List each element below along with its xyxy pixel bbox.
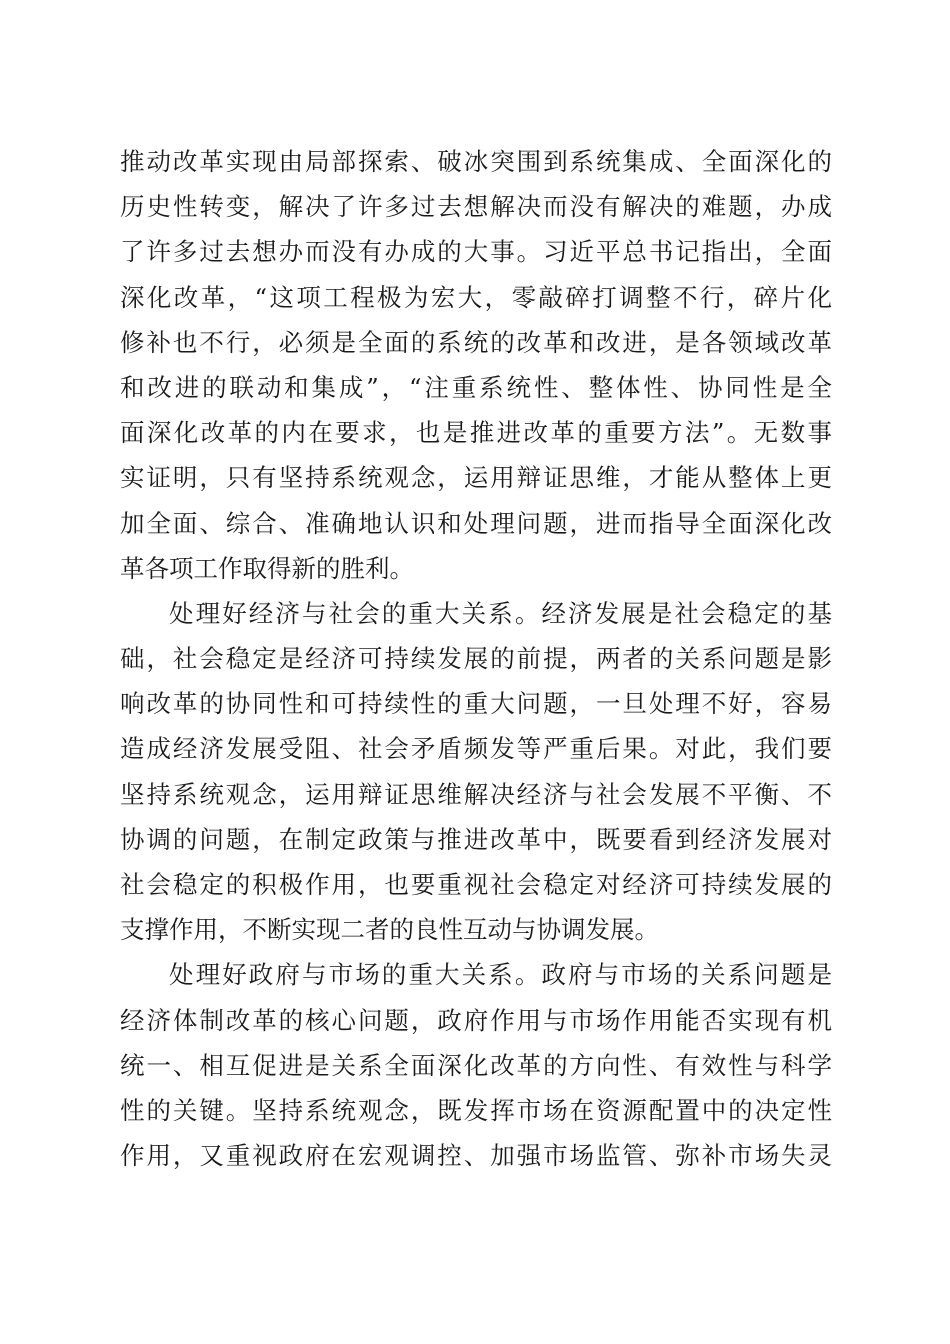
text-line: 深化改革，“这项工程极为宏大，零敲碎打调整不行，碎片化 <box>120 282 832 312</box>
text-line: 了许多过去想办而没有办成的大事。习近平总书记指出，全面 <box>120 237 832 267</box>
text-line: 和改进的联动和集成”，“注重系统性、整体性、协同性是全 <box>120 372 832 402</box>
text-line: 革各项工作取得新的胜利。 <box>120 553 414 583</box>
text-line: 加全面、综合、准确地认识和处理问题，进而指导全面深化改 <box>120 508 832 538</box>
text-line: 支撑作用，不断实现二者的良性互动与协调发展。 <box>120 915 659 945</box>
text-line: 处理好经济与社会的重大关系。经济发展是社会稳定的基 <box>169 598 832 628</box>
text-line: 修补也不行，必须是全面的系统的改革和改进，是各领域改革 <box>120 327 832 357</box>
text-line: 处理好政府与市场的重大关系。政府与市场的关系问题是 <box>169 960 832 990</box>
text-line: 经济体制改革的核心问题，政府作用与市场作用能否实现有机 <box>120 1005 832 1035</box>
text-line: 实证明，只有坚持系统观念，运用辩证思维，才能从整体上更 <box>120 463 832 493</box>
text-line: 性的关键。坚持系统观念，既发挥市场在资源配置中的决定性 <box>120 1095 832 1125</box>
text-line: 社会稳定的积极作用，也要重视社会稳定对经济可持续发展的 <box>120 870 832 899</box>
text-line: 造成经济发展受阻、社会矛盾频发等严重后果。对此，我们要 <box>120 734 832 764</box>
document-body <box>120 139 832 1178</box>
paragraph-3 <box>120 952 832 1178</box>
text-line: 坚持系统观念，运用辩证思维解决经济与社会发展不平衡、不 <box>120 779 832 809</box>
text-line: 面深化改革的内在要求，也是推进改革的重要方法”。无数事 <box>120 418 832 448</box>
text-line: 协调的问题，在制定政策与推进改革中，既要看到经济发展对 <box>120 824 832 854</box>
text-line: 础，社会稳定是经济可持续发展的前提，两者的关系问题是影 <box>120 644 832 674</box>
paragraph-2 <box>120 591 832 953</box>
paragraph-1 <box>120 139 832 591</box>
text-line: 统一、相互促进是关系全面深化改革的方向性、有效性与科学 <box>120 1050 832 1080</box>
text-line: 推动改革实现由局部探索、破冰突围到系统集成、全面深化的 <box>120 147 832 176</box>
text-line: 历史性转变，解决了许多过去想解决而没有解决的难题，办成 <box>120 192 832 222</box>
text-line: 响改革的协同性和可持续性的重大问题，一旦处理不好，容易 <box>120 689 832 719</box>
text-line: 作用，又重视政府在宏观调控、加强市场监管、弥补市场失灵 <box>120 1141 832 1171</box>
